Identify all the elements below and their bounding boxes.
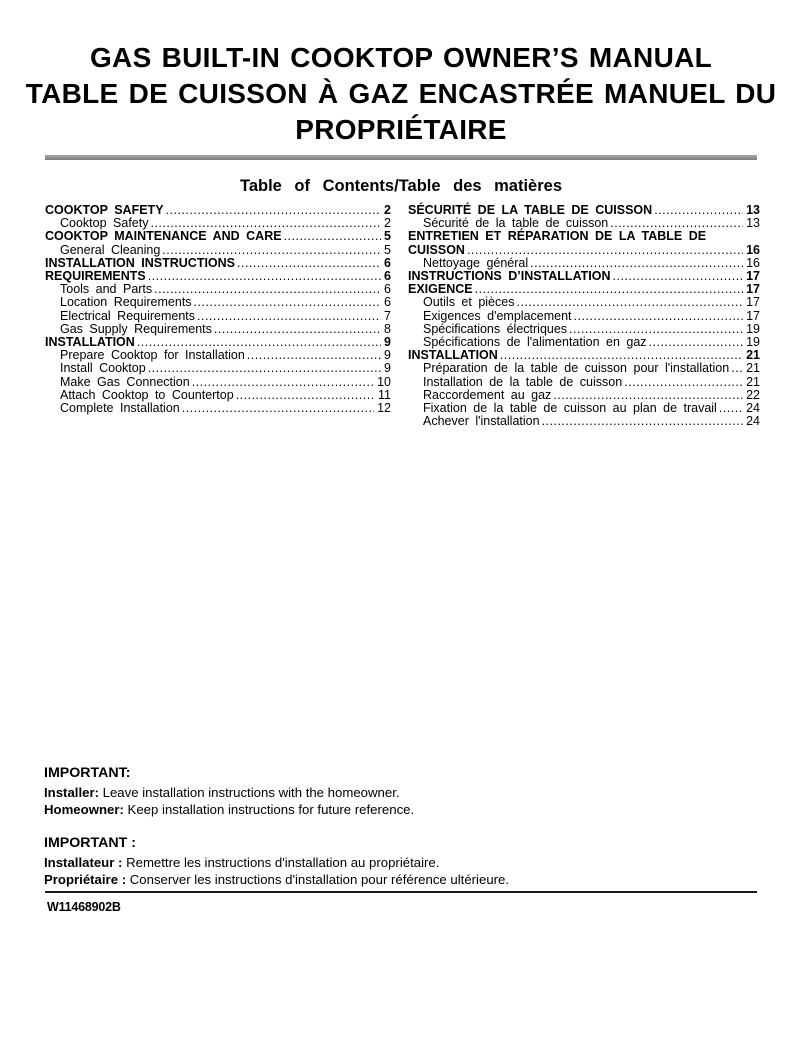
toc-entry-page: 16 — [746, 242, 760, 257]
toc-entry — [408, 296, 760, 309]
toc-entry-page: 12 — [377, 401, 391, 416]
toc-entry-label: Tools and Parts — [60, 282, 153, 297]
toc-entry-page: 21 — [746, 374, 760, 389]
toc-entry — [45, 296, 391, 309]
toc-entry-page: 8 — [384, 321, 391, 336]
dot-leader — [166, 204, 382, 217]
toc-entry-label: EXIGENCE — [408, 282, 473, 297]
toc-entry-label: SÉCURITÉ DE LA TABLE DE CUISSON — [408, 203, 653, 217]
dot-leader — [247, 349, 381, 362]
toc-entry-label: INSTALLATION — [408, 348, 498, 363]
dot-leader — [542, 415, 744, 428]
toc-entry-label: Gas Supply Requirements — [60, 321, 212, 336]
toc-entry-label: General Cleaning — [60, 242, 161, 257]
toc-entry-label: Fixation de la table de cuisson au plan de travail — [423, 401, 717, 416]
toc-entry-label: COOKTOP SAFETY — [45, 203, 164, 217]
toc-entry-label: INSTALLATION — [45, 335, 135, 350]
dot-leader — [731, 362, 743, 375]
toc-entry-label: Préparation de la table de cuisson pour l'installation — [423, 361, 730, 376]
toc-entry-page: 11 — [378, 387, 391, 402]
dot-leader — [148, 270, 381, 283]
toc-entry-label: ENTRETIEN ET RÉPARATION DE LA TABLE DE — [408, 229, 707, 244]
toc-entry-page: 21 — [746, 361, 760, 376]
toc-entry-label: REQUIREMENTS — [45, 269, 146, 284]
dot-leader — [237, 257, 381, 270]
toc-entry — [408, 310, 760, 323]
toc-entry — [408, 376, 760, 389]
toc-entry-label: INSTRUCTIONS D’INSTALLATION — [408, 269, 611, 284]
toc-entry-page: 6 — [384, 255, 391, 270]
toc-entry-label: Electrical Requirements — [60, 308, 195, 323]
toc-entry-page: 22 — [746, 387, 760, 402]
important-notice-french — [44, 835, 757, 889]
toc-entry-page: 9 — [384, 348, 391, 363]
dot-leader — [654, 204, 743, 217]
toc-entry-label: Outils et pièces — [423, 295, 515, 310]
dot-leader — [148, 362, 381, 375]
toc-entry-label: Attach Cooktop to Countertop — [60, 387, 234, 402]
toc-entry-label: COOKTOP MAINTENANCE AND CARE — [45, 229, 282, 244]
toc-entry-label: Exigences d'emplacement — [423, 308, 572, 323]
toc-column-english — [45, 204, 391, 428]
toc-entry-label: Make Gas Connection — [60, 374, 190, 389]
toc-entry-label: INSTALLATION INSTRUCTIONS — [45, 255, 236, 270]
installateur-label: Installateur : — [44, 854, 123, 870]
homeowner-label: Homeowner: — [44, 802, 124, 818]
toc-entry — [408, 230, 760, 243]
toc-entry-page: 17 — [746, 269, 760, 284]
toc-entry-page: 7 — [384, 308, 391, 323]
homeowner-text: Keep installation instructions for future reference. — [127, 802, 415, 818]
proprietaire-label: Propriétaire : — [44, 872, 127, 888]
homeowner-notice-line — [44, 801, 757, 818]
document-title-line-en: GAS BUILT-IN COOKTOP OWNER’S MANUAL — [89, 42, 713, 73]
proprietaire-notice-line — [44, 871, 757, 888]
installateur-notice-line — [44, 854, 757, 871]
toc-entry-page: 17 — [746, 295, 760, 310]
dot-leader — [613, 270, 744, 283]
toc-entry — [408, 362, 760, 375]
toc-entry — [408, 244, 760, 257]
dot-leader — [467, 244, 743, 257]
toc-entry-page: 13 — [746, 203, 760, 217]
footer-rule — [45, 891, 757, 893]
toc-entry-page: 16 — [746, 255, 760, 270]
installer-notice-line — [44, 784, 757, 801]
dot-leader — [236, 389, 375, 402]
part-number: W11468902B — [47, 900, 121, 914]
toc-column-french — [408, 204, 760, 428]
toc-entry-label: Installation de la table de cuisson — [423, 374, 623, 389]
toc-entry-label: Install Cooktop — [60, 361, 146, 376]
important-notice-english — [44, 765, 757, 819]
toc-entry-page: 6 — [384, 282, 391, 297]
toc-entry — [45, 402, 391, 415]
important-notices — [44, 765, 757, 888]
toc-entry-page: 5 — [384, 229, 391, 244]
toc-entry-label: Nettoyage général — [423, 255, 529, 270]
toc-entry-label: Prepare Cooktop for Installation — [60, 348, 245, 363]
dot-leader — [197, 310, 381, 323]
dot-leader — [192, 376, 374, 389]
installer-label: Installer: — [44, 785, 99, 801]
installer-text: Leave installation instructions with the homeowner. — [102, 785, 400, 801]
toc-entry-page: 5 — [384, 242, 391, 257]
dot-leader — [719, 402, 743, 415]
proprietaire-text: Conserver les instructions d'installation pour référence ultérieure. — [129, 872, 510, 888]
toc-heading: Table of Contents/Table des matières — [239, 177, 563, 195]
toc-entry — [45, 362, 391, 375]
toc-entry — [408, 415, 760, 428]
toc-entry — [45, 376, 391, 389]
toc-entry-label: CUISSON — [408, 242, 465, 257]
dot-leader — [516, 296, 743, 309]
toc-entry-label: Sécurité de la table de cuisson — [423, 216, 609, 231]
toc-entry-label: Cooktop Safety — [60, 216, 149, 231]
dot-leader — [194, 296, 382, 309]
important-heading-en: IMPORTANT: — [44, 765, 131, 781]
toc-entry-page: 2 — [384, 216, 391, 231]
toc-entry-label: Spécifications électriques — [423, 321, 568, 336]
table-of-contents — [45, 204, 760, 428]
toc-entry-page: 10 — [377, 374, 391, 389]
toc-entry-page: 17 — [746, 282, 760, 297]
toc-entry — [45, 310, 391, 323]
toc-entry-page: 9 — [384, 361, 391, 376]
toc-entry-page: 24 — [746, 401, 760, 416]
dot-leader — [475, 283, 743, 296]
dot-leader — [624, 376, 743, 389]
toc-entry-page: 24 — [746, 414, 760, 429]
document-title — [0, 40, 802, 148]
important-heading-fr: IMPORTANT : — [44, 834, 136, 851]
dot-leader — [284, 230, 381, 243]
document-title-line-fr-2: PROPRIÉTAIRE — [295, 114, 507, 145]
dot-leader — [162, 244, 381, 257]
title-divider-rule — [45, 155, 757, 160]
toc-entry-page: 2 — [384, 203, 391, 217]
toc-entry-page: 17 — [746, 308, 760, 323]
toc-entry-page: 19 — [746, 321, 760, 336]
toc-entry-label: Achever l'installation — [423, 414, 540, 429]
toc-entry — [45, 230, 391, 243]
toc-entry-page: 6 — [384, 269, 391, 284]
toc-entry-page: 6 — [384, 295, 391, 310]
dot-leader — [214, 323, 381, 336]
toc-entry-label: Spécifications de l'alimentation en gaz — [423, 335, 647, 350]
toc-entry-label: Raccordement au gaz — [423, 387, 552, 402]
document-title-line-fr-1: TABLE DE CUISSON À GAZ ENCASTRÉE MANUEL DU — [25, 78, 777, 109]
installateur-text: Remettre les instructions d'installation au propriétaire. — [126, 854, 440, 870]
toc-entry-page: 19 — [746, 335, 760, 350]
dot-leader — [574, 310, 744, 323]
toc-entry-page: 21 — [746, 348, 760, 363]
dot-leader — [182, 402, 374, 415]
toc-entry-label: Complete Installation — [60, 401, 180, 416]
toc-entry-page: 9 — [384, 335, 391, 350]
toc-entry — [45, 244, 391, 257]
toc-entry-label: Location Requirements — [60, 295, 192, 310]
dot-leader — [649, 336, 744, 349]
toc-entry-page: 13 — [746, 216, 760, 231]
